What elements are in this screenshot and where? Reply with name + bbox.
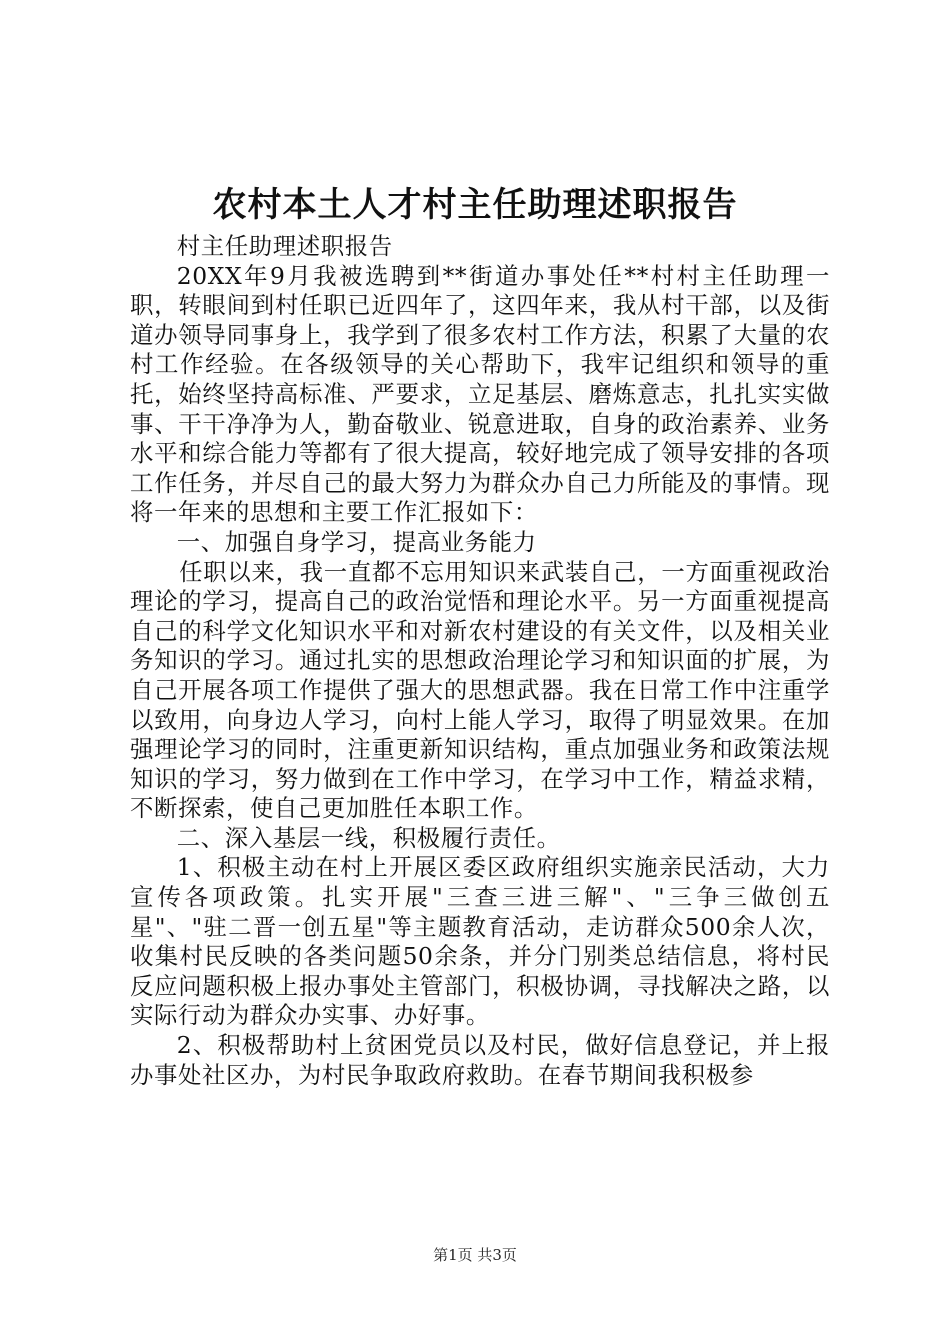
document-title: 农村本土人才村主任助理述职报告: [212, 185, 738, 225]
paragraph-subtitle: 村主任助理述职报告: [176, 232, 393, 260]
section-heading-2: 二、深入基层一线，积极履行责任。: [176, 823, 561, 852]
paragraph-intro: 20XX年9月我被选聘到**街道办事处任**村村主任助理一职，转眼间到村任职已近四年了，这四年来，我从村干部，以及街道办领导同事身上，我学到了很多农村工作方法，积累了大量的农村工作经验。在各级领导的关心帮助下，我牢记组织和领导的重托，始终坚持高标准、严要求，立足基层、磨炼意志，扎扎实实做事、干干净净为人，勤奋敬业、锐意进取，自身的政治素养、业务水平和综合能力等都有了很大提高，较好地完成了领导安排的各项工作任务，并尽自己的最大努力为群众办自己力所能及的事情。现将一年来的思想和主要工作汇报如下：: [130, 261, 830, 527]
page-number-footer: 第1页 共3页: [433, 1246, 517, 1264]
paragraph-item-1: 1、积极主动在村上开展区委区政府组织实施亲民活动，大力宣传各项政策。扎实开展"三查三进三解"、"三争三做创五星"、"驻二晋一创五星"等主题教育活动，走访群众500余人次，收集村民反映的各类问题50余条，并分门别类总结信息，将村民反应问题积极上报办事处主管部门，积极协调，寻找解决之路，以实际行动为群众办实事、办好事。: [130, 853, 830, 1030]
paragraph-study: 任职以来，我一直都不忘用知识来武装自己，一方面重视政治理论的学习，提高自己的政治觉悟和理论水平。另一方面重视提高自己的科学文化知识水平和对新农村建设的有关文件，以及相关业务知识的学习。通过扎实的思想政治理论学习和知识面的扩展，为自己开展各项工作提供了强大的思想武器。我在日常工作中注重学以致用，向身边人学习，向村上能人学习，取得了明显效果。在加强理论学习的同时，注重更新知识结构，重点加强业务和政策法规知识的学习，努力做到在工作中学习，在学习中工作，精益求精，不断探索，使自己更加胜任本职工作。: [130, 557, 830, 823]
section-heading-1: 一、加强自身学习，提高业务能力: [176, 527, 537, 556]
document-body: [130, 232, 830, 1090]
paragraph-item-2: 2、积极帮助村上贫困党员以及村民，做好信息登记，并上报办事处社区办，为村民争取政府救助。在春节期间我积极参: [130, 1031, 830, 1089]
